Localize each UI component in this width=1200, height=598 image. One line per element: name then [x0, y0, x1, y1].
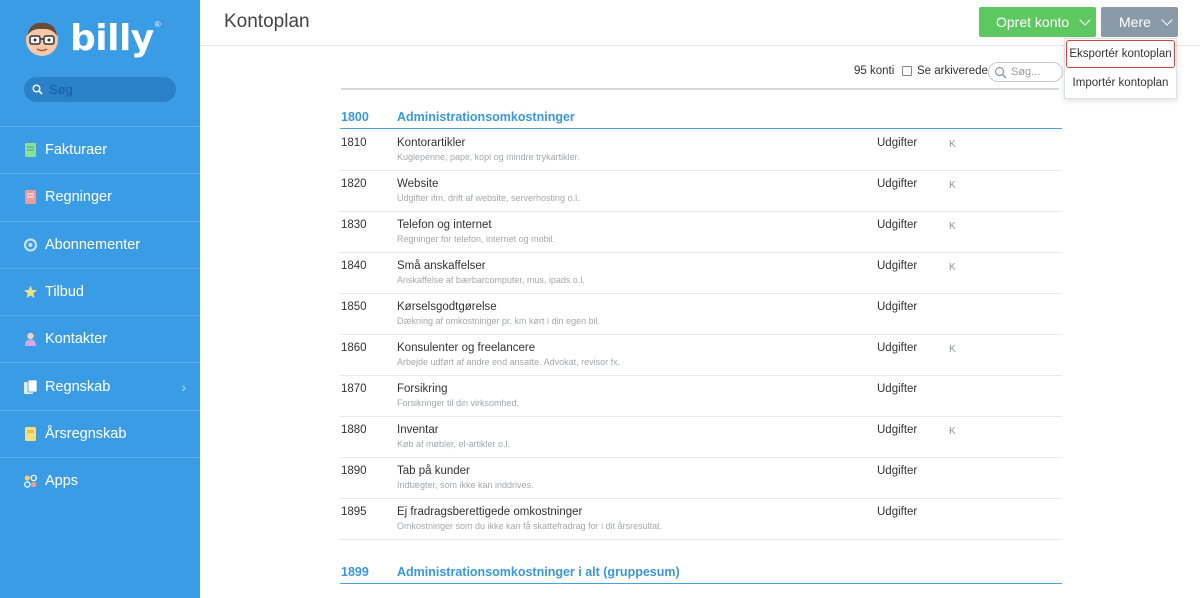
sidebar-item-label: Abonnementer [45, 236, 141, 253]
account-name: Inventar [397, 424, 439, 436]
account-type: Udgifter [877, 506, 918, 518]
billy-logo[interactable] [22, 14, 161, 62]
sidebar-item-regninger[interactable] [0, 173, 200, 220]
account-name: Telefon og internet [397, 219, 492, 231]
account-description: Forsikringer til din virksomhed. [397, 398, 520, 408]
chevron-right-icon: › [181, 378, 186, 395]
sidebar-item-regnskab[interactable] [0, 362, 200, 409]
apps-icon [24, 474, 37, 488]
more-label: Mere [1119, 14, 1151, 30]
search-icon [994, 66, 1007, 79]
account-type: Udgifter [877, 465, 918, 477]
sidebar-item-kontakter[interactable] [0, 315, 200, 362]
show-archived-checkbox[interactable] [902, 66, 912, 76]
account-name: Forsikring [397, 383, 448, 395]
table-row[interactable] [340, 499, 1062, 540]
group-header-row [340, 103, 1062, 129]
sidebar-item-label: Regninger [45, 189, 112, 206]
group-sum-number: 1899 [341, 565, 369, 579]
group-name: Administrationsomkostninger [397, 110, 575, 124]
account-description: Omkostninger som du ikke kan få skattefradrag for i dit årsresultat. [397, 521, 663, 531]
table-row[interactable] [340, 376, 1062, 417]
brand-name: billy [70, 17, 154, 59]
sidebar-search[interactable] [24, 77, 176, 102]
account-name: Kørselsgodtgørelse [397, 301, 497, 313]
account-number: 1890 [341, 465, 367, 477]
export-chart-of-accounts-item[interactable]: Eksportér kontoplan [1066, 40, 1175, 68]
account-name: Website [397, 178, 439, 190]
annual-report-icon [24, 427, 37, 441]
sidebar-item-abonnementer[interactable] [0, 221, 200, 268]
table-row[interactable] [340, 417, 1062, 458]
table-row[interactable] [340, 130, 1062, 171]
create-account-button[interactable] [979, 7, 1096, 37]
toolbar-divider [341, 88, 1059, 90]
account-number: 1860 [341, 342, 367, 354]
account-type: Udgifter [877, 219, 918, 231]
account-count: 95 konti [854, 65, 895, 77]
account-number: 1810 [341, 137, 367, 149]
account-number: 1880 [341, 424, 367, 436]
table-row[interactable] [340, 212, 1062, 253]
sidebar-item-apps[interactable] [0, 457, 200, 504]
account-number: 1895 [341, 506, 367, 518]
vat-code: K [949, 180, 956, 191]
vat-code: K [949, 262, 956, 273]
quote-star-icon [24, 285, 37, 299]
account-type: Udgifter [877, 342, 918, 354]
group-sum-row [340, 558, 1062, 584]
account-number: 1850 [341, 301, 367, 313]
sidebar-item-label: Regnskab [45, 378, 111, 395]
create-account-label: Opret konto [996, 14, 1070, 30]
sidebar-item-label: Fakturaer [45, 142, 108, 159]
sidebar-search-input[interactable] [49, 82, 159, 97]
invoice-icon [24, 143, 37, 157]
account-name: Konsulenter og freelancere [397, 342, 536, 354]
account-number: 1870 [341, 383, 367, 395]
account-description: Anskaffelse af bærbarcomputer, mus, ipads o.l. [397, 275, 585, 285]
vat-code: K [949, 221, 956, 232]
account-type: Udgifter [877, 424, 918, 436]
bill-icon [24, 190, 37, 204]
account-description: Køb af møbler, el-artikler o.l. [397, 439, 511, 449]
vat-code: K [949, 344, 956, 355]
account-name: Ej fradragsberettigede omkostninger [397, 506, 583, 518]
table-row[interactable] [340, 458, 1062, 499]
account-number: 1840 [341, 260, 367, 272]
account-type: Udgifter [877, 383, 918, 395]
sidebar-item-fakturaer[interactable] [0, 126, 200, 173]
account-description: Udgifter ifm. drift af website, serverhosting o.l. [397, 193, 580, 203]
account-type: Udgifter [877, 178, 918, 190]
group-number: 1800 [341, 110, 369, 124]
account-type: Udgifter [877, 260, 918, 272]
account-type: Udgifter [877, 137, 918, 149]
search-icon [32, 84, 43, 95]
vat-code: K [949, 139, 956, 150]
sidebar [0, 0, 200, 598]
account-description: Kuglepenne, papir, kopi og mindre trykartikler. [397, 152, 580, 162]
more-button[interactable] [1101, 7, 1178, 37]
account-name: Små anskaffelser [397, 260, 486, 272]
account-description: Regninger for telefon, internet og mobil. [397, 234, 556, 244]
table-search-input[interactable] [1011, 66, 1057, 78]
more-dropdown-menu [1064, 38, 1177, 99]
show-archived-label[interactable]: Se arkiverede [917, 65, 988, 77]
sidebar-item-arsregnskab[interactable] [0, 410, 200, 457]
top-header [200, 0, 1200, 46]
table-row[interactable] [340, 294, 1062, 335]
registered-mark: ® [154, 20, 161, 29]
sidebar-item-label: Årsregnskab [45, 425, 127, 442]
account-number: 1820 [341, 178, 367, 190]
account-description: Arbejde udført af andre end ansatte. Advokat, revisor fx. [397, 357, 621, 367]
sidebar-item-label: Apps [45, 473, 79, 490]
accounts-table [340, 130, 1062, 540]
table-row[interactable] [340, 253, 1062, 294]
table-row[interactable] [340, 171, 1062, 212]
sidebar-item-label: Tilbud [45, 284, 84, 301]
accounting-icon [24, 380, 37, 394]
account-type: Udgifter [877, 301, 918, 313]
table-search[interactable] [988, 62, 1063, 82]
sidebar-item-label: Kontakter [45, 331, 108, 348]
table-row[interactable] [340, 335, 1062, 376]
contact-icon [24, 332, 37, 346]
account-number: 1830 [341, 219, 367, 231]
vat-code: K [949, 426, 956, 437]
account-description: Indtægter, som ikke kan inddrives. [397, 480, 534, 490]
account-name: Tab på kunder [397, 465, 470, 477]
billy-mascot-icon [22, 18, 62, 58]
account-description: Dækning af omkostninger pr. km kørt i din egen bil. [397, 316, 601, 326]
chevron-down-icon [1161, 14, 1172, 25]
sidebar-item-tilbud[interactable] [0, 268, 200, 315]
sidebar-nav [0, 126, 200, 504]
group-sum-name: Administrationsomkostninger i alt (gruppesum) [397, 565, 680, 579]
subscription-icon [24, 238, 37, 252]
import-chart-of-accounts-item[interactable]: Importér kontoplan [1072, 76, 1169, 89]
chevron-down-icon [1079, 14, 1090, 25]
page-title: Kontoplan [224, 11, 310, 32]
account-name: Kontorartikler [397, 137, 466, 149]
